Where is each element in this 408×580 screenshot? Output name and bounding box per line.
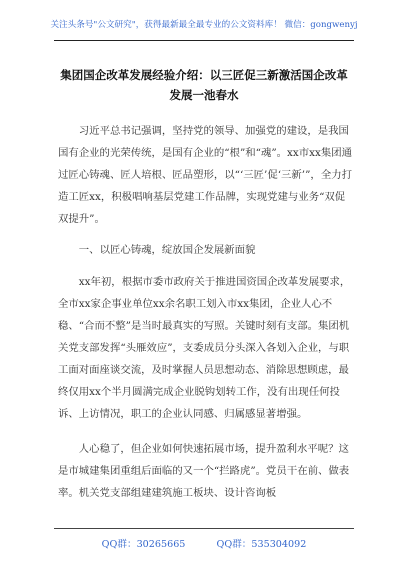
- footer-contact: [0, 536, 408, 550]
- intro-paragraph: 习近平总书记强调，坚持党的领导、加强党的建设，是我国国有企业的光荣传统，是国有企业的“根”和“魂”。xx市xx集团通过匠心铸魂、匠人培根、匠品塑形，以“‘三匠’促‘三新’”，全力打造工匠xx，积极唱响基层党建工作品牌，实现党建与业务“双促双提升”。: [58, 125, 353, 225]
- footer-qq-group-1: QQ群：30265665: [101, 539, 186, 550]
- document-body: [58, 120, 354, 504]
- footer-divider: [54, 528, 354, 529]
- footer-qq-group-2: QQ群：535304092: [216, 539, 307, 550]
- header-promo-note: 关注头条号"公文研究"，获得最新最全最专业的公文资料库！ 微信：gongwenyj: [50, 20, 358, 30]
- title-line-1: 集团国企改革发展经验介绍：以三匠促三新激活国企改革: [60, 68, 348, 82]
- body-paragraph: 人心稳了，但企业如何快速拓展市场，提升盈利水平呢？这是市城建集团重组后面临的又一个“拦路虎”。党员干在前、做表率。机关党支部组建建筑施工板块、设计咨询板: [58, 443, 350, 499]
- body-paragraph: xx年初，根据市委市政府关于推进国资国企改革发展要求，全市xx家企事业单位xx余名职工划入市xx集团，企业人心不稳、“合而不整”是当时最真实的写照。关键时刻有支部。集团机关党支部发挥“头雁效应”，支委成员分头深入各划入企业，与职工面对面座谈交流，及时掌握人员思想动态、消除思想顾虑，最终仅用xx个半月圆满完成企业脱钩划转工作，没有出现任何投诉、上访情况，职工的企业认同感、归属感显著增强。: [58, 276, 351, 420]
- section-heading: 一、以匠心铸魂，绽放国企发展新面貌: [78, 244, 256, 256]
- header-divider: [54, 40, 354, 41]
- title-line-2: 发展一池春水: [169, 88, 239, 102]
- document-title: [50, 65, 358, 105]
